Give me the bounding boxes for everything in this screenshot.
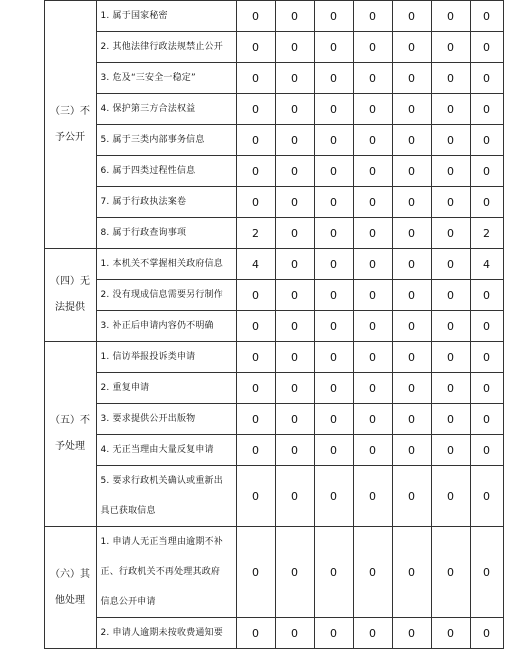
value-cell: 0 [275, 187, 314, 218]
value-cell: 0 [314, 280, 353, 311]
value-cell: 0 [314, 527, 353, 618]
value-cell: 0 [431, 187, 470, 218]
value-cell: 0 [431, 404, 470, 435]
value-cell: 0 [353, 373, 392, 404]
value-cell: 0 [431, 466, 470, 527]
value-cell: 0 [392, 187, 431, 218]
value-cell: 0 [470, 311, 503, 342]
table-row [0, 342, 503, 373]
value-cell: 0 [431, 527, 470, 618]
value-cell: 0 [392, 342, 431, 373]
value-cell: 0 [392, 373, 431, 404]
value-cell: 0 [431, 156, 470, 187]
category-cell [44, 249, 96, 342]
value-cell: 0 [353, 618, 392, 649]
value-cell: 0 [431, 311, 470, 342]
value-cell: 0 [314, 618, 353, 649]
value-cell: 0 [431, 63, 470, 94]
value-cell: 0 [314, 218, 353, 249]
value-cell: 0 [431, 32, 470, 63]
value-cell: 0 [275, 311, 314, 342]
value-cell: 0 [470, 187, 503, 218]
value-cell: 0 [431, 280, 470, 311]
value-cell: 0 [314, 187, 353, 218]
value-cell: 0 [314, 1, 353, 32]
item-label-cell: 3. 补正后申请内容仍不明确 [96, 311, 236, 342]
table-row [0, 249, 503, 280]
item-label-cell [96, 466, 236, 527]
value-cell: 0 [236, 187, 275, 218]
value-cell: 0 [236, 32, 275, 63]
item-label-cell: 1. 属于国家秘密 [96, 1, 236, 32]
value-cell: 0 [353, 280, 392, 311]
value-cell: 0 [392, 527, 431, 618]
value-cell: 0 [314, 435, 353, 466]
value-cell: 0 [392, 466, 431, 527]
value-cell: 0 [236, 94, 275, 125]
value-cell: 0 [236, 373, 275, 404]
value-cell: 0 [392, 94, 431, 125]
value-cell: 0 [275, 342, 314, 373]
value-cell: 0 [353, 466, 392, 527]
value-cell: 0 [353, 94, 392, 125]
value-cell: 0 [314, 342, 353, 373]
value-cell: 0 [392, 280, 431, 311]
value-cell: 0 [236, 1, 275, 32]
value-cell: 0 [314, 404, 353, 435]
value-cell: 0 [470, 94, 503, 125]
value-cell: 0 [275, 249, 314, 280]
value-cell: 0 [353, 404, 392, 435]
value-cell: 0 [275, 618, 314, 649]
value-cell: 0 [392, 404, 431, 435]
item-label-line: 1. 申请人无正当理由逾期不补 [100, 537, 223, 547]
value-cell: 0 [392, 125, 431, 156]
item-label-cell: 1. 本机关不掌握相关政府信息 [96, 249, 236, 280]
value-cell: 0 [392, 156, 431, 187]
value-cell: 2 [470, 218, 503, 249]
value-cell: 0 [392, 218, 431, 249]
value-cell: 0 [236, 466, 275, 527]
category-label-line: （三）不 [50, 105, 90, 117]
value-cell: 0 [470, 280, 503, 311]
value-cell: 0 [353, 32, 392, 63]
value-cell: 0 [431, 125, 470, 156]
value-cell: 0 [236, 618, 275, 649]
item-label-cell: 2. 其他法律行政法规禁止公开 [96, 32, 236, 63]
value-cell: 0 [275, 63, 314, 94]
item-label-cell: 4. 无正当理由大量反复申请 [96, 435, 236, 466]
value-cell: 0 [353, 342, 392, 373]
value-cell: 0 [392, 249, 431, 280]
value-cell: 0 [431, 435, 470, 466]
table-gutter [0, 1, 44, 649]
value-cell: 0 [236, 156, 275, 187]
value-cell: 0 [275, 94, 314, 125]
item-label-cell: 5. 属于三类内部事务信息 [96, 125, 236, 156]
value-cell: 0 [470, 466, 503, 527]
value-cell: 0 [275, 404, 314, 435]
value-cell: 0 [314, 311, 353, 342]
category-label-line: （六）其 [50, 568, 90, 580]
value-cell: 0 [470, 404, 503, 435]
table-row [0, 527, 503, 618]
item-label-cell [96, 527, 236, 618]
value-cell: 0 [236, 404, 275, 435]
value-cell: 0 [353, 125, 392, 156]
value-cell: 0 [275, 280, 314, 311]
value-cell: 0 [314, 373, 353, 404]
value-cell: 0 [470, 435, 503, 466]
value-cell: 0 [314, 466, 353, 527]
value-cell: 0 [275, 32, 314, 63]
value-cell: 0 [314, 63, 353, 94]
item-label-line: 正、行政机关不再处理其政府 [100, 567, 221, 577]
value-cell: 0 [353, 63, 392, 94]
value-cell: 0 [236, 342, 275, 373]
item-label-line: 信息公开申请 [100, 597, 156, 607]
value-cell: 0 [470, 125, 503, 156]
value-cell: 0 [236, 311, 275, 342]
value-cell: 0 [353, 218, 392, 249]
value-cell: 0 [236, 63, 275, 94]
value-cell: 0 [275, 527, 314, 618]
table-body [0, 1, 503, 649]
value-cell: 0 [314, 125, 353, 156]
item-label-line: 5. 要求行政机关确认或重新出 [100, 476, 223, 486]
value-cell: 4 [236, 249, 275, 280]
value-cell: 0 [431, 249, 470, 280]
value-cell: 0 [275, 218, 314, 249]
value-cell: 0 [314, 156, 353, 187]
value-cell: 0 [353, 187, 392, 218]
item-label-cell: 7. 属于行政执法案卷 [96, 187, 236, 218]
item-label-cell: 4. 保护第三方合法权益 [96, 94, 236, 125]
value-cell: 0 [236, 527, 275, 618]
value-cell: 0 [470, 342, 503, 373]
item-label-cell: 3. 危及“三安全一稳定” [96, 63, 236, 94]
item-label-cell: 2. 申请人逾期未按收费通知要 [96, 618, 236, 649]
category-cell [44, 342, 96, 527]
item-label-cell: 6. 属于四类过程性信息 [96, 156, 236, 187]
value-cell: 0 [275, 466, 314, 527]
value-cell: 0 [431, 1, 470, 32]
value-cell: 4 [470, 249, 503, 280]
value-cell: 0 [236, 280, 275, 311]
value-cell: 0 [275, 125, 314, 156]
value-cell: 0 [392, 32, 431, 63]
category-label-line: 他处理 [55, 594, 85, 606]
value-cell: 0 [314, 249, 353, 280]
value-cell: 0 [353, 311, 392, 342]
item-label-cell: 3. 要求提供公开出版物 [96, 404, 236, 435]
value-cell: 0 [392, 311, 431, 342]
value-cell: 0 [470, 373, 503, 404]
value-cell: 0 [431, 218, 470, 249]
category-label-line: 予处理 [55, 441, 85, 452]
value-cell: 0 [431, 342, 470, 373]
value-cell: 0 [353, 435, 392, 466]
value-cell: 0 [353, 249, 392, 280]
value-cell: 0 [392, 435, 431, 466]
item-label-line: 具已获取信息 [100, 506, 156, 516]
value-cell: 0 [470, 1, 503, 32]
value-cell: 0 [314, 94, 353, 125]
value-cell: 0 [431, 618, 470, 649]
value-cell: 0 [470, 618, 503, 649]
value-cell: 0 [353, 156, 392, 187]
value-cell: 0 [431, 373, 470, 404]
value-cell: 0 [431, 94, 470, 125]
value-cell: 0 [275, 373, 314, 404]
value-cell: 2 [236, 218, 275, 249]
value-cell: 0 [392, 63, 431, 94]
value-cell: 0 [236, 435, 275, 466]
value-cell: 0 [236, 125, 275, 156]
value-cell: 0 [470, 156, 503, 187]
value-cell: 0 [392, 618, 431, 649]
value-cell: 0 [275, 435, 314, 466]
item-label-cell: 1. 信访举报投诉类申请 [96, 342, 236, 373]
item-label-cell: 8. 属于行政查询事项 [96, 218, 236, 249]
category-label-line: 予公开 [55, 131, 85, 143]
value-cell: 0 [353, 527, 392, 618]
category-cell [44, 1, 96, 249]
value-cell: 0 [470, 527, 503, 618]
value-cell: 0 [392, 1, 431, 32]
value-cell: 0 [353, 1, 392, 32]
category-label-line: 法提供 [55, 302, 85, 313]
value-cell: 0 [275, 1, 314, 32]
value-cell: 0 [314, 32, 353, 63]
value-cell: 0 [470, 32, 503, 63]
category-label-line: （五）不 [50, 415, 90, 426]
item-label-cell: 2. 没有现成信息需要另行制作 [96, 280, 236, 311]
category-cell [44, 527, 96, 649]
category-label-line: （四）无 [50, 276, 90, 287]
value-cell: 0 [470, 63, 503, 94]
item-label-cell: 2. 重复申请 [96, 373, 236, 404]
table-row [0, 1, 503, 32]
value-cell: 0 [275, 156, 314, 187]
